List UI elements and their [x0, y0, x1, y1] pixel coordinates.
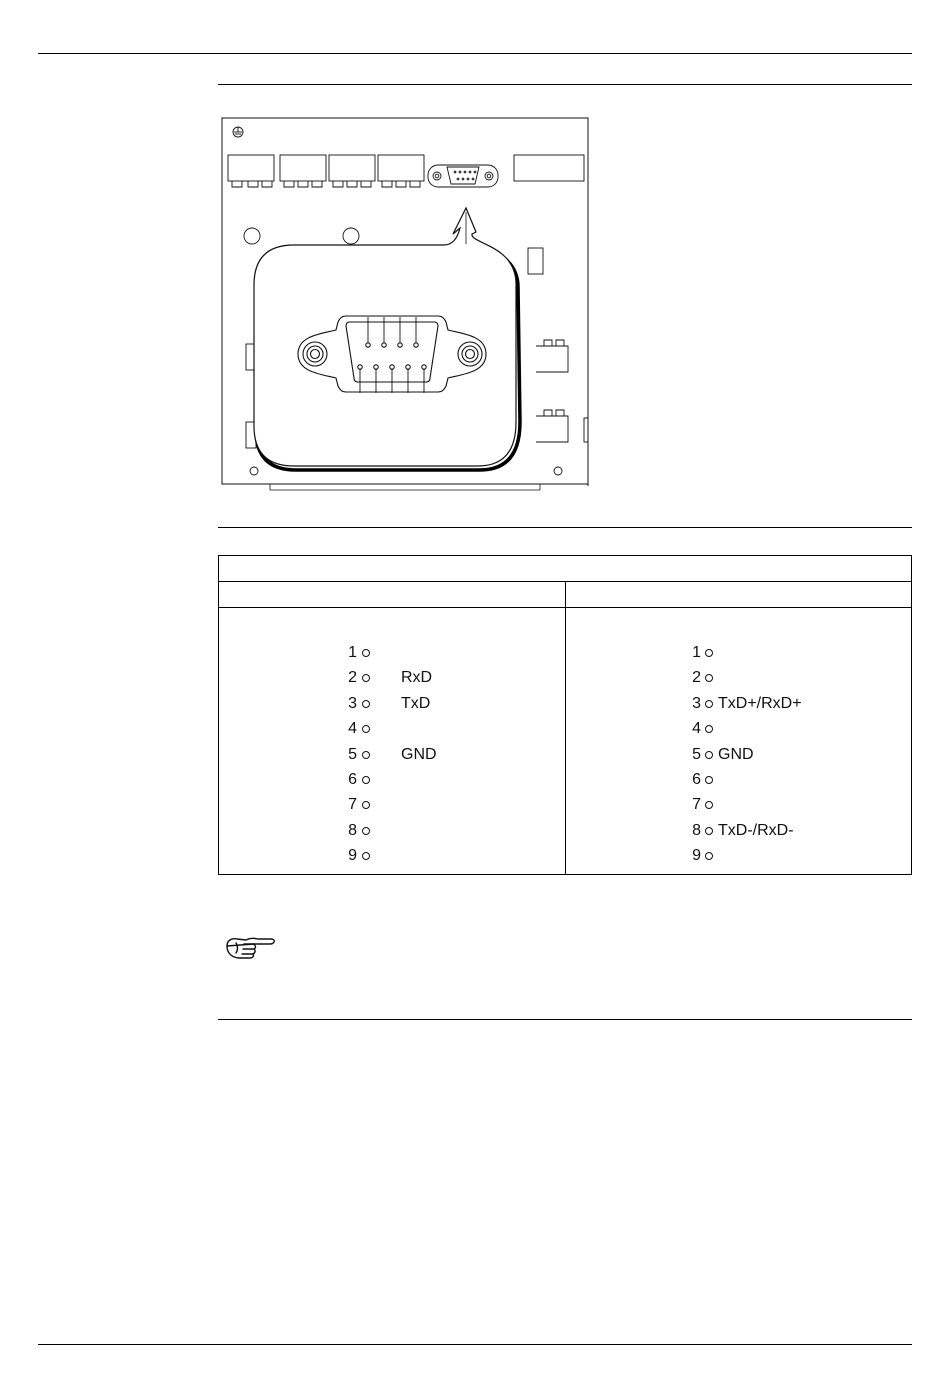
pin-number: 7 — [692, 796, 701, 814]
pin-marker-icon — [705, 674, 713, 682]
pin-marker-icon — [705, 751, 713, 759]
pin-row — [566, 742, 912, 767]
pin-marker-icon — [362, 827, 370, 835]
pin-row — [566, 818, 912, 843]
device-rear-panel-diagram — [218, 112, 598, 492]
pin-marker-icon — [362, 649, 370, 657]
pin-marker-icon — [705, 852, 713, 860]
pin-signal: GND — [718, 745, 754, 763]
pin-number: 3 — [692, 694, 701, 712]
pin-row — [219, 640, 565, 665]
note-bottom-rule — [218, 1019, 912, 1020]
pin-number: 7 — [348, 796, 357, 814]
pin-signal: RxD — [401, 669, 433, 687]
pin-signal: TxD+/RxD+ — [718, 694, 802, 712]
pin-row — [566, 691, 912, 716]
rs485-pin-column — [566, 640, 912, 869]
pin-row — [219, 792, 565, 817]
table-title-row — [219, 556, 911, 582]
pin-marker-icon — [362, 700, 370, 708]
pin-row — [219, 691, 565, 716]
pin-row — [566, 843, 912, 868]
pin-row — [219, 767, 565, 792]
pin-number: 8 — [692, 821, 701, 839]
pin-marker-icon — [362, 751, 370, 759]
pin-number: 9 — [692, 847, 701, 865]
pin-marker-icon — [362, 725, 370, 733]
rs232-pin-column — [219, 640, 565, 869]
pin-row — [219, 843, 565, 868]
pin-number: 2 — [348, 669, 357, 687]
pin-signal: TxD — [401, 694, 431, 712]
pin-marker-icon — [705, 700, 713, 708]
pin-number: 9 — [348, 847, 357, 865]
pin-row — [219, 665, 565, 690]
pin-signal: GND — [401, 745, 437, 763]
pin-number: 1 — [348, 644, 357, 661]
pin-row — [566, 716, 912, 741]
pin-marker-icon — [705, 649, 713, 657]
pin-marker-icon — [705, 827, 713, 835]
pin-number: 6 — [692, 770, 701, 788]
pin-number: 5 — [692, 745, 701, 763]
pin-assignment-table — [218, 555, 912, 875]
pin-number: 1 — [692, 644, 701, 661]
page-top-rule — [38, 53, 912, 54]
pin-marker-icon — [705, 725, 713, 733]
pin-number: 2 — [692, 669, 701, 687]
pointing-hand-icon — [224, 934, 276, 962]
pin-number: 6 — [348, 770, 357, 788]
pin-marker-icon — [362, 776, 370, 784]
pin-row — [566, 792, 912, 817]
page-bottom-rule — [38, 1344, 912, 1345]
pin-number: 8 — [348, 821, 357, 839]
pin-marker-icon — [705, 776, 713, 784]
pin-number: 3 — [348, 694, 357, 712]
pin-row — [219, 818, 565, 843]
db9-connector-icon — [428, 165, 498, 187]
pin-row — [566, 640, 912, 665]
pin-row — [219, 742, 565, 767]
pin-row — [566, 665, 912, 690]
pin-number: 4 — [348, 720, 357, 738]
figure-top-rule — [218, 84, 912, 85]
pin-row — [219, 716, 565, 741]
pin-number: 5 — [348, 745, 357, 763]
table-top-rule — [218, 527, 912, 528]
pin-marker-icon — [362, 801, 370, 809]
pin-marker-icon — [705, 801, 713, 809]
pin-signal: TxD-/RxD- — [718, 821, 794, 839]
pin-marker-icon — [362, 674, 370, 682]
pin-row — [566, 767, 912, 792]
pin-marker-icon — [362, 852, 370, 860]
ground-symbol-icon — [233, 127, 243, 137]
pin-number: 4 — [692, 720, 701, 738]
